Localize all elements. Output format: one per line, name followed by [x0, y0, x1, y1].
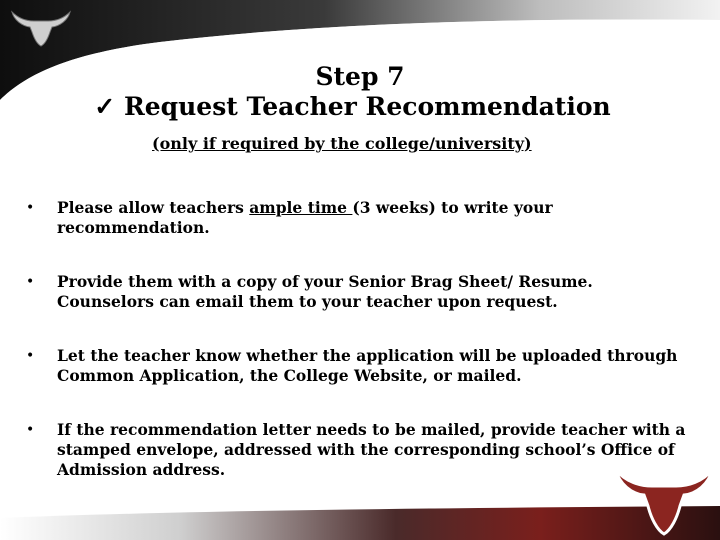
- bullet-text: Provide them with a copy of your Senior Brag Sheet/ Resume. Counselors can email them to your teacher upon request.: [57, 272, 593, 311]
- list-item: [26, 272, 686, 312]
- bullet-icon: •: [26, 348, 35, 364]
- title-heading: ✓ Request Teacher Recommendation: [94, 92, 611, 121]
- list-item: [26, 420, 686, 480]
- list-item: [26, 346, 686, 386]
- bullet-emphasis: ample time: [249, 198, 353, 217]
- bullet-icon: •: [26, 274, 35, 290]
- title-step: Step 7: [315, 62, 405, 91]
- bullet-text: Let the teacher know whether the application will be uploaded through Common Application, the College Website, or mailed.: [57, 346, 678, 385]
- bullet-text: Please allow teachers: [57, 198, 250, 217]
- bullet-icon: •: [26, 422, 35, 438]
- subtitle: (only if required by the college/university): [152, 134, 532, 153]
- bullet-icon: •: [26, 200, 35, 216]
- bullet-text: (3 weeks) to write your recommendation.: [57, 198, 553, 237]
- longhorn-logo-icon: [10, 8, 72, 48]
- bullet-text: If the recommendation letter needs to be mailed, provide teacher with a stamped envelope, addressed with the corresponding school’s Office of Admission address.: [57, 420, 686, 479]
- slide-title: [0, 62, 720, 122]
- bullet-list: [26, 198, 686, 514]
- list-item: [26, 198, 686, 238]
